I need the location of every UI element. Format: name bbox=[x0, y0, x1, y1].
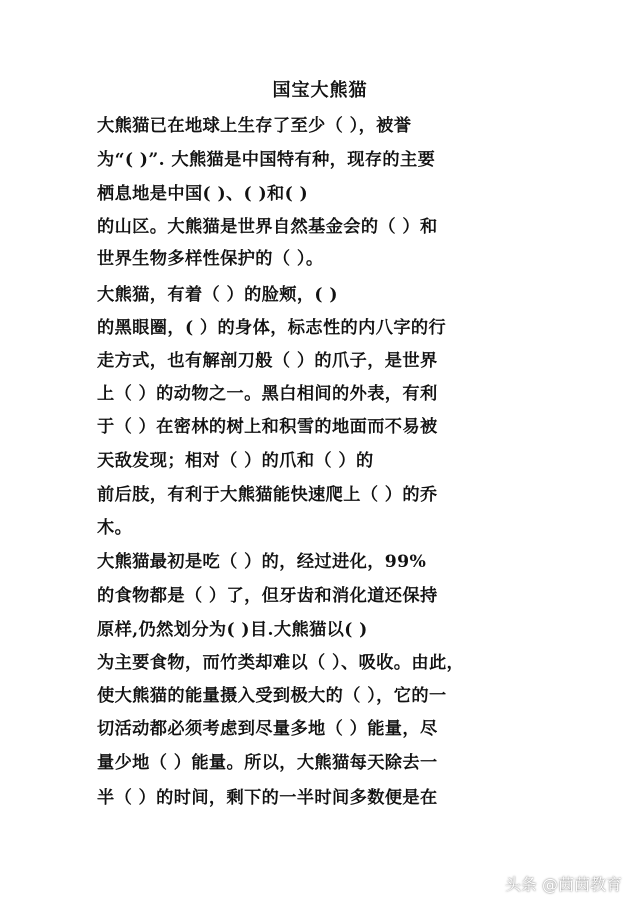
text-line: 大熊猫，有着（ ）的脸颊，( ) bbox=[97, 285, 338, 305]
text-line: 为“( )”. 大熊猫是中国特有种，现存的主要 bbox=[97, 150, 436, 170]
text-line: 使大熊猫的能量摄入受到极大的（ ），它的一 bbox=[97, 686, 447, 706]
text-line: 走方式，也有解剖刀般（ ）的爪子，是世界 bbox=[97, 351, 438, 371]
text-line: 木。 bbox=[97, 518, 133, 538]
text-line: 于（ ）在密林的树上和积雪的地面而不易被 bbox=[97, 417, 438, 437]
text-line: 半（ ）的时间，剩下的一半时间多数便是在 bbox=[97, 788, 438, 808]
text-line: 天敌发现；相对（ ）的爪和（ ）的 bbox=[97, 451, 374, 471]
document-title: 国宝大熊猫 bbox=[272, 80, 368, 101]
text-line: 大熊猫已在地球上生存了至少（ ），被誉 bbox=[97, 116, 412, 136]
text-line: 的黑眼圈，( ）的身体，标志性的内八字的行 bbox=[97, 318, 447, 338]
text-line: 原样,仍然划分为( )目.大熊猫以( ) bbox=[97, 620, 368, 640]
text-line: 的山区。大熊猫是世界自然基金会的（ ）和 bbox=[97, 217, 438, 237]
text-line: 大熊猫最初是吃（ ）的，经过进化，99% bbox=[97, 552, 427, 572]
text-line: 上（ ）的动物之一。黑白相间的外表，有利 bbox=[97, 384, 438, 404]
text-line: 栖息地是中国( )、( )和( ) bbox=[97, 184, 309, 204]
text-line: 切活动都必须考虑到尽量多地（ ）能量，尽 bbox=[97, 719, 438, 739]
text-line: 的食物都是（ ）了，但牙齿和消化道还保持 bbox=[97, 586, 438, 606]
watermark: 头条 @茵茵教育 bbox=[504, 875, 622, 894]
text-line: 为主要食物，而竹类却难以（ ）、吸收。由此， bbox=[97, 653, 465, 673]
text-line: 前后肢，有利于大熊猫能快速爬上（ ）的乔 bbox=[97, 485, 438, 505]
text-line: 世界生物多样性保护的（ ）。 bbox=[97, 249, 324, 269]
text-line: 量少地（ ）能量。所以，大熊猫每天除去一 bbox=[97, 753, 438, 773]
